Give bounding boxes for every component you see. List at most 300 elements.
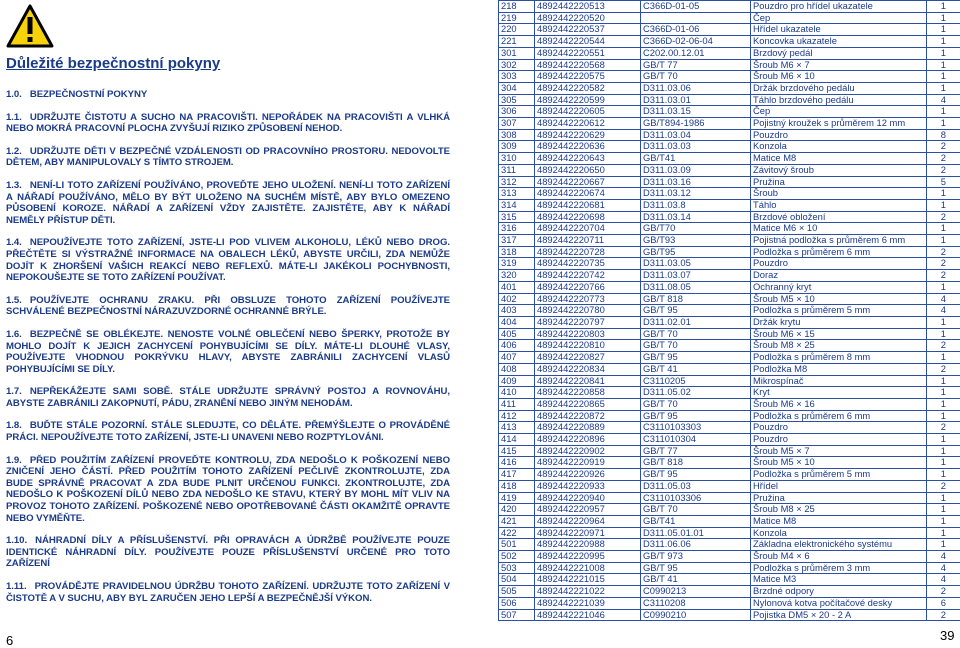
parts-table [498,0,960,621]
safety-section [6,420,450,443]
table-cell: 4892442220599 [535,94,641,106]
section-number: 1.7. [6,386,22,398]
table-row [499,199,960,211]
table-row [499,223,960,235]
table-row [499,153,960,165]
table-cell: 4892442220964 [535,515,641,527]
table-cell: 4892442220735 [535,258,641,270]
table-cell: 501 [499,539,535,551]
table-cell: GB/T95 [641,246,751,258]
table-cell: 505 [499,586,535,598]
table-cell: 4892442220698 [535,211,641,223]
table-row [499,586,960,598]
safety-section [6,146,450,169]
table-cell: GB/T 95 [641,562,751,574]
table-cell: 406 [499,340,535,352]
table-cell: 2 [927,270,960,282]
section-text: PROVÁDĚJTE PRAVIDELNOU ÚDRŽBU TOHOTO ZAŘÍZENÍ. UDRŽUJTE TOTO ZAŘÍZENÍ V ČISTOTĚ A V SUCHU, ABY BYL ZARUČEN JEHO LEPŠÍ A BEZPEČNĚJŠÍ VÝKON. [6,581,450,604]
table-cell: 4892442220926 [535,469,641,481]
safety-section [6,581,450,604]
table-cell: 1 [927,434,960,446]
section-number: 1.2. [6,145,22,157]
table-row [499,562,960,574]
table-cell: Šroub M8 × 25 [751,504,927,516]
table-cell: Podložka s průměrem 5 mm [751,305,927,317]
table-cell: 418 [499,480,535,492]
section-number: 1.3. [6,179,22,191]
table-cell: 4892442220681 [535,199,641,211]
table-cell: GB/T 818 [641,293,751,305]
table-cell: D311.03.06 [641,82,751,94]
table-cell: 401 [499,281,535,293]
table-cell: 2 [927,164,960,176]
table-cell: GB/T 95 [641,352,751,364]
table-cell: Podložka s průměrem 5 mm [751,469,927,481]
table-cell: 1 [927,223,960,235]
table-row [499,211,960,223]
table-cell: 1 [927,387,960,399]
table-cell: 314 [499,199,535,211]
table-cell: 4892442220995 [535,551,641,563]
table-row [499,328,960,340]
table-row [499,480,960,492]
table-cell: GB/T 818 [641,457,751,469]
table-cell: 1 [927,352,960,364]
table-row [499,445,960,457]
table-cell: 4892442220643 [535,153,641,165]
table-cell: C202.00.12.01 [641,47,751,59]
table-cell: 419 [499,492,535,504]
table-cell: 4892442220773 [535,293,641,305]
table-cell: 417 [499,469,535,481]
table-cell: 2 [927,211,960,223]
table-row [499,515,960,527]
table-row [499,551,960,563]
table-cell: 4892442220971 [535,527,641,539]
table-cell: 4 [927,305,960,317]
table-cell: 4892442221046 [535,609,641,621]
table-cell: 412 [499,410,535,422]
table-row [499,36,960,48]
table-cell: 1 [927,59,960,71]
safety-section [6,535,450,570]
table-row [499,469,960,481]
table-cell: Ochranný kryt [751,281,927,293]
section-text: NEPOUŽÍVEJTE TOTO ZAŘÍZENÍ, JSTE-LI POD VLIVEM ALKOHOLU, LÉKŮ NEBO DROG. PŘEČTĚTE SI VÝSTRAŽNÉ INFORMACE NA OBALECH LÉKŮ, ABYSTE URČILI, ZDA NEMŮŽE DOJÍT K ZHORŠENÍ VAŠICH REAKCÍ NEBO REFLEXŮ. MÁTE-LI JAKÉKOLI POCHYBNOSTI, NEPOKOUŠEJTE SE TOTO ZAŘÍZENÍ POUŽÍVAT. [6,237,450,284]
table-cell: 218 [499,1,535,13]
table-cell: Pouzdro pro hřídel ukazatele [751,1,927,13]
table-cell: Šroub M5 × 10 [751,457,927,469]
table-cell: 1 [927,539,960,551]
section-text: BEZPEČNĚ SE OBLÉKEJTE. NENOSTE VOLNÉ OBLEČENÍ NEBO ŠPERKY, PROTOŽE BY MOHLO DOJÍT K JEJICH ZACHYCENÍ POHYBUJÍCÍMI SE DÍLY. MÁTE-LI DLOUHÉ VLASY, POUŽÍVEJTE VHODNOU POKRÝVKU HLAVY, ABYSTE ZABRÁNILI ZACHYCENÍ VLASŮ POHYBUJÍCÍMI SE DÍLY. [6,328,450,375]
table-cell: 1 [927,281,960,293]
table-row [499,492,960,504]
table-cell: 4892442220834 [535,363,641,375]
table-cell: 4 [927,574,960,586]
table-cell: Nylonová kotva počítačové desky [751,597,927,609]
table-row [499,188,960,200]
table-cell: 403 [499,305,535,317]
table-cell: GB/T 95 [641,469,751,481]
table-cell: 415 [499,445,535,457]
table-row [499,597,960,609]
table-row [499,352,960,364]
table-cell: 319 [499,258,535,270]
table-cell: GB/T 41 [641,363,751,375]
table-cell: Šroub M6 × 15 [751,328,927,340]
page-number-left: 6 [6,633,14,648]
table-cell: Pouzdro [751,258,927,270]
section-text: POUŽÍVEJTE OCHRANU ZRAKU. PŘI OBSLUZE TOHOTO ZAŘÍZENÍ POUŽÍVEJTE SCHVÁLENÉ BEZPEČNOSTNÍ NÁRAZUVZDORNÉ OCHRANNÉ BRÝLE. [6,294,450,318]
table-cell: 4892442220537 [535,24,641,36]
table-cell: 1 [927,1,960,13]
table-row [499,305,960,317]
table-cell: D311.06.06 [641,539,751,551]
table-cell: D311.05.03 [641,480,751,492]
table-cell: Matice M8 [751,153,927,165]
table-row [499,59,960,71]
table-cell: 507 [499,609,535,621]
table-cell: 2 [927,246,960,258]
table-cell: 6 [927,597,960,609]
table-row [499,422,960,434]
table-cell: 302 [499,59,535,71]
table-cell: 220 [499,24,535,36]
table-cell: GB/T 95 [641,410,751,422]
section-text: NÁHRADNÍ DÍLY A PŘÍSLUŠENSTVÍ. PŘI OPRAVÁCH A ÚDRŽBĚ POUŽÍVEJTE POUZE IDENTICKÉ NÁHRADNÍ DÍLY. POUŽÍVEJTE POUZE PŘÍSLUŠENSTVÍ URČENÉ PRO TOTO ZAŘÍZENÍ [6,535,450,570]
table-row [499,316,960,328]
section-text: NENÍ-LI TOTO ZAŘÍZENÍ POUŽÍVÁNO, PROVEĎTE JEHO ULOŽENÍ. NENÍ-LI TOTO ZAŘÍZENÍ A NÁŘADÍ POUŽÍVÁNO, MĚLO BY BÝT ULOŽENO NA SUCHÉM MÍSTĚ, ABY BYLO OMEZENO PŮSOBENÍ KOROZE. NÁŘADÍ A ZAŘÍZENÍ VŽDY ZAJISTĚTE. ZAJISTĚTE, ABY K NÁŘADÍ NEMĚLY PŘÍSTUP DĚTI. [6,179,450,226]
table-cell: 504 [499,574,535,586]
table-cell: 4892442220827 [535,352,641,364]
table-cell: 4 [927,562,960,574]
section-text: BUĎTE STÁLE POZORNÍ. STÁLE SLEDUJTE, CO DĚLÁTE. PŘEMÝŠLEJTE O PROVÁDĚNÉ PRÁCI. NEPOUŽÍVEJTE TOTO ZAŘÍZENÍ, JSTE-LI UNAVENI NEBO ROZPTYLOVÁNI. [6,420,450,444]
table-row [499,270,960,282]
table-cell: Hřídel ukazatele [751,24,927,36]
table-cell: Šroub M4 × 6 [751,551,927,563]
safety-section [6,89,450,101]
table-cell: 4892442220780 [535,305,641,317]
table-cell: D311.03.16 [641,176,751,188]
table-row [499,176,960,188]
table-cell: Pojistka DM5 × 20 - 2 A [751,609,927,621]
table-cell: 8 [927,129,960,141]
table-cell: Podložka s průměrem 3 mm [751,562,927,574]
table-cell: 414 [499,434,535,446]
table-cell: 1 [927,82,960,94]
table-cell: 1 [927,469,960,481]
table-cell: 2 [927,609,960,621]
table-row [499,293,960,305]
section-number: 1.8. [6,420,22,432]
table-cell: Brzdové obložení [751,211,927,223]
table-cell: 4892442220872 [535,410,641,422]
table-cell: 4892442221015 [535,574,641,586]
table-cell: 4892442220858 [535,387,641,399]
table-cell: 2 [927,422,960,434]
table-cell: 1 [927,445,960,457]
table-cell: GB/T 973 [641,551,751,563]
table-cell: Šroub M6 × 16 [751,398,927,410]
table-cell: 2 [927,480,960,492]
table-cell: 221 [499,36,535,48]
table-cell: C0990210 [641,609,751,621]
table-row [499,504,960,516]
table-cell: Podložka s průměrem 6 mm [751,410,927,422]
table-row [499,164,960,176]
table-row [499,410,960,422]
table-cell: 4892442220636 [535,141,641,153]
table-cell: Šroub M5 × 10 [751,293,927,305]
table-cell: 318 [499,246,535,258]
table-cell: 317 [499,235,535,247]
table-cell: D311.03.14 [641,211,751,223]
table-cell: GB/T 95 [641,305,751,317]
table-row [499,246,960,258]
table-cell: Pružina [751,176,927,188]
table-cell: 4892442221008 [535,562,641,574]
table-row [499,258,960,270]
table-cell: 413 [499,422,535,434]
table-cell: Šroub M8 × 25 [751,340,927,352]
table-cell: 301 [499,47,535,59]
table-cell: 320 [499,270,535,282]
table-cell: 404 [499,316,535,328]
table-cell: 4892442220520 [535,12,641,24]
table-cell: 4892442220674 [535,188,641,200]
table-cell: Hřídel [751,480,927,492]
table-cell: 303 [499,71,535,83]
table-cell: Mikrospínač [751,375,927,387]
table-cell: 1 [927,328,960,340]
table-cell: 304 [499,82,535,94]
section-number: 1.6. [6,328,22,340]
table-cell: Konzola [751,527,927,539]
table-row [499,71,960,83]
table-cell: GB/T70 [641,223,751,235]
table-cell: 1 [927,47,960,59]
table-cell: Základna elektronického systému [751,539,927,551]
table-cell: D311.03.04 [641,129,751,141]
table-cell: GB/T41 [641,153,751,165]
table-cell: 4892442220742 [535,270,641,282]
section-number: 1.10. [6,535,28,547]
table-row [499,574,960,586]
table-cell: Držák krytu [751,316,927,328]
table-cell: 421 [499,515,535,527]
table-cell: Pojistná podložka s průměrem 6 mm [751,235,927,247]
table-cell: 4 [927,551,960,563]
table-cell: 1 [927,106,960,118]
table-cell: D311.08.05 [641,281,751,293]
table-cell: 405 [499,328,535,340]
table-cell: 1 [927,12,960,24]
table-cell: 1 [927,188,960,200]
safety-section [6,386,450,409]
table-cell: C0990213 [641,586,751,598]
table-cell: GB/T 41 [641,574,751,586]
table-cell: 308 [499,129,535,141]
table-cell: Pojistný kroužek s průměrem 12 mm [751,118,927,130]
safety-section [6,455,450,525]
table-cell: 4892442220957 [535,504,641,516]
section-text: UDRŽUJTE DĚTI V BEZPEČNÉ VZDÁLENOSTI OD PRACOVNÍHO PROSTORU. NEDOVOLTE DĚTEM, ABY MANIPULOVALY S TÍMTO STROJEM. [6,145,450,169]
table-cell: Šroub [751,188,927,200]
table-cell: GB/T 70 [641,398,751,410]
table-cell: D311.03.12 [641,188,751,200]
table-cell: 503 [499,562,535,574]
table-cell: 4892442220797 [535,316,641,328]
table-row [499,375,960,387]
table-cell: GB/T41 [641,515,751,527]
table-cell: 219 [499,12,535,24]
table-cell: 310 [499,153,535,165]
table-row [499,398,960,410]
table-row [499,434,960,446]
table-cell: 4892442220605 [535,106,641,118]
table-cell: 4892442220940 [535,492,641,504]
table-cell: Čep [751,12,927,24]
section-number: 1.5. [6,294,22,306]
table-cell: D311.03.09 [641,164,751,176]
table-cell: 1 [927,410,960,422]
table-cell: 4892442220810 [535,340,641,352]
page-number-right: 39 [940,628,955,643]
table-cell: 4892442220551 [535,47,641,59]
table-cell [641,12,751,24]
table-cell: 1 [927,118,960,130]
table-cell: Kryt [751,387,927,399]
table-cell: 4892442220650 [535,164,641,176]
table-cell: 4892442220575 [535,71,641,83]
table-cell: 1 [927,457,960,469]
table-cell: 1 [927,71,960,83]
table-cell: D311.03.01 [641,94,751,106]
table-row [499,340,960,352]
table-cell: 409 [499,375,535,387]
table-cell: 4892442220988 [535,539,641,551]
table-row [499,106,960,118]
table-cell: 1 [927,24,960,36]
table-cell: 4892442220728 [535,246,641,258]
table-cell: C311010304 [641,434,751,446]
table-cell: Doraz [751,270,927,282]
table-cell: Pružina [751,492,927,504]
table-cell: Šroub M5 × 7 [751,445,927,457]
table-cell: C366D-01-05 [641,1,751,13]
table-cell: 4892442220711 [535,235,641,247]
table-row [499,129,960,141]
table-row [499,12,960,24]
table-cell: 2 [927,153,960,165]
table-cell: D311.03.05 [641,258,751,270]
warning-triangle-icon [6,4,54,48]
table-cell: 4892442220704 [535,223,641,235]
table-cell: D311.03.03 [641,141,751,153]
table-cell: 4892442220889 [535,422,641,434]
safety-section [6,180,450,226]
table-row [499,118,960,130]
safety-section [6,237,450,283]
table-cell: 4892442221039 [535,597,641,609]
section-text: PŘED POUŽITÍM ZAŘÍZENÍ PROVEĎTE KONTROLU, ZDA NEDOŠLO K POŠKOZENÍ NEBO ZNIČENÍ JEHO ČÁSTÍ. PŘED POUŽITÍM TOHOTO ZAŘÍZENÍ PEČLIVĚ ZKONTROLUJTE, ZDA BUDE SPRÁVNĚ PRACOVAT A ZDA BUDE PLNIT URČENOU FUNKCI. ZKONTROLUJTE, ZDA NEDOŠLO K POŠKOZENÍ DÍLŮ NEBO ZDA NEDOŠLO KE STAVU, KTERÝ BY MOHL MÍT VLIV NA PROVOZ TOHOTO ZAŘÍZENÍ. POŠKOZENÉ NEBO OPOTŘEBOVANÉ ČÁSTI OKAMŽITĚ OPRAVTE NEBO VYMĚŇTE. [6,454,450,524]
table-cell: 1 [927,515,960,527]
table-cell: Čep [751,106,927,118]
table-cell: Matice M8 [751,515,927,527]
table-cell: 402 [499,293,535,305]
table-cell: 2 [927,258,960,270]
table-cell: 1 [927,316,960,328]
section-text: BEZPEČNOSTNÍ POKYNY [29,89,148,100]
table-cell: D311.03.07 [641,270,751,282]
table-cell: 307 [499,118,535,130]
table-cell: 1 [927,492,960,504]
table-cell: D311.05.01.01 [641,527,751,539]
table-cell: 4892442220803 [535,328,641,340]
table-cell: 4892442220568 [535,59,641,71]
table-cell: 309 [499,141,535,153]
table-cell: C366D-01-06 [641,24,751,36]
table-cell: 306 [499,106,535,118]
table-row [499,47,960,59]
table-cell: Podložka s průměrem 8 mm [751,352,927,364]
table-cell: 5 [927,176,960,188]
table-cell: 2 [927,363,960,375]
table-cell: 313 [499,188,535,200]
table-cell: 408 [499,363,535,375]
table-cell: 311 [499,164,535,176]
table-cell: D311.05.02 [641,387,751,399]
table-cell: 4892442220865 [535,398,641,410]
table-cell: 4892442220841 [535,375,641,387]
table-cell: 4 [927,94,960,106]
table-cell: Brzdné odpory [751,586,927,598]
table-cell: GB/T 77 [641,59,751,71]
table-row [499,82,960,94]
section-number: 1.11. [6,581,27,592]
table-cell: D311.02.01 [641,316,751,328]
table-cell: Brzdový pedál [751,47,927,59]
table-cell: Podložka M8 [751,363,927,375]
table-cell: Pouzdro [751,129,927,141]
table-cell: GB/T93 [641,235,751,247]
table-cell: 4892442220919 [535,457,641,469]
table-cell: GB/T 70 [641,328,751,340]
table-cell: C366D-02-06-04 [641,36,751,48]
table-cell: GB/T 70 [641,71,751,83]
table-row [499,1,960,13]
table-cell: Matice M6 × 10 [751,223,927,235]
table-row [499,539,960,551]
section-text: UDRŽUJTE ČISTOTU A SUCHO NA PRACOVIŠTI. NEPOŘÁDEK NA PRACOVIŠTI A VLHKÁ NEBO MOKRÁ PRACOVNÍ PLOCHA ZVYŠUJÍ RIZIKO ZPŮSOBENÍ NEHOD. [6,111,450,135]
table-cell: 4892442221022 [535,586,641,598]
safety-section [6,112,450,135]
section-number: 1.1. [6,111,22,123]
section-number: 1.0. [6,89,22,100]
table-cell: 416 [499,457,535,469]
table-cell: 1 [927,199,960,211]
table-cell: 315 [499,211,535,223]
section-number: 1.4. [6,237,22,249]
table-cell: C3110103303 [641,422,751,434]
table-cell: Pouzdro [751,434,927,446]
section-text: NEPŘEKÁŽEJTE SAMI SOBĚ. STÁLE UDRŽUJTE SPRÁVNÝ POSTOJ A ROVNOVÁHU, ABYSTE ZABRÁNILI ZAKOPNUTÍ, PÁDU, ZRANĚNÍ NEBO JINÝM NEHODÁM. [6,386,450,409]
table-cell: 4892442220544 [535,36,641,48]
table-row [499,387,960,399]
table-cell: 4892442220582 [535,82,641,94]
table-cell: 2 [927,340,960,352]
table-cell: 4892442220629 [535,129,641,141]
